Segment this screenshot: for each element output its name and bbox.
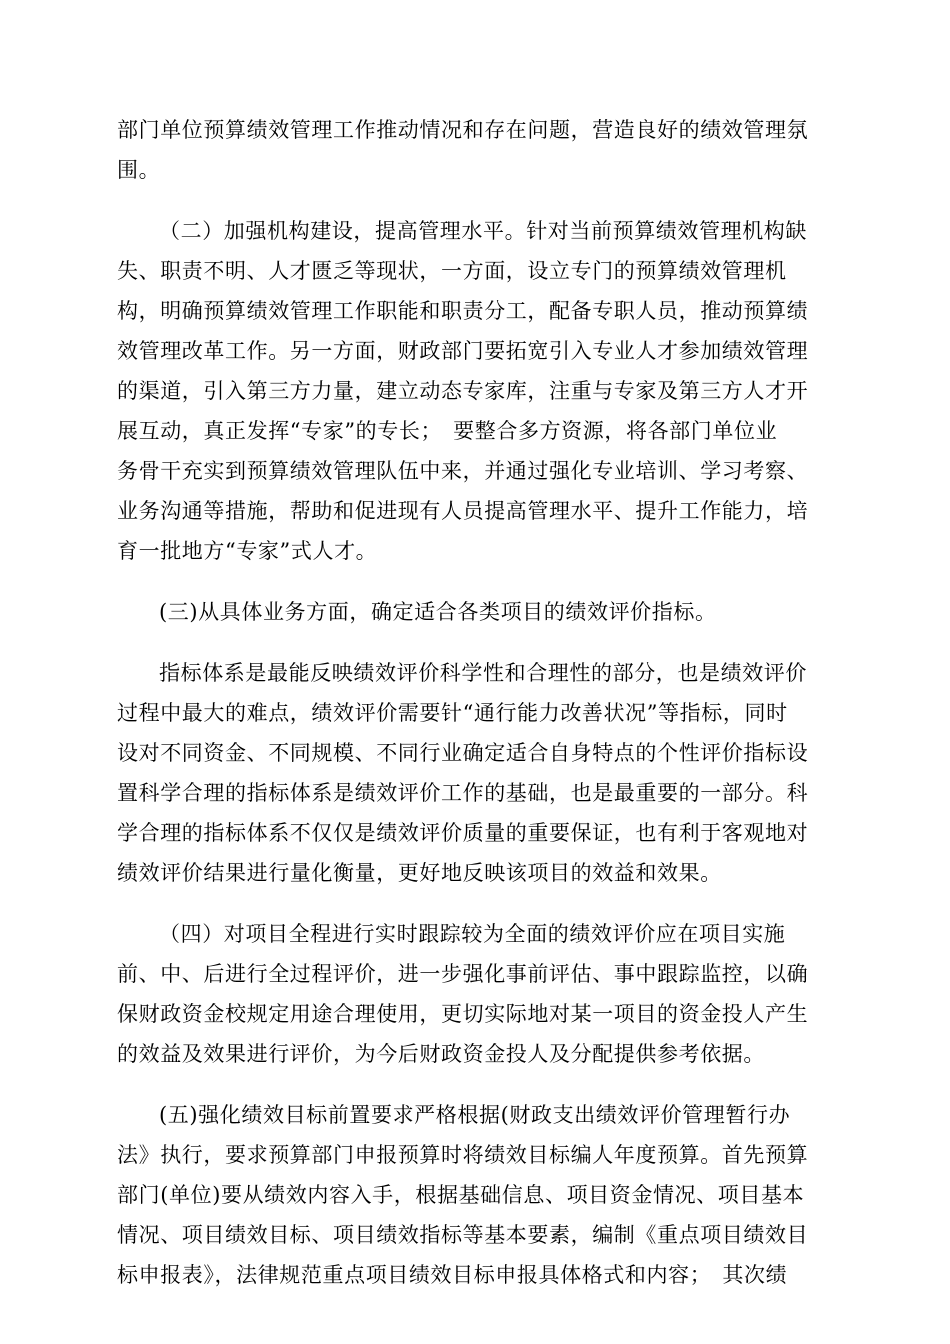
text-line: 构，明确预算绩效管理工作职能和职责分工，配备专职人员，推动预算绩 — [117, 299, 809, 323]
paragraph-5 — [117, 914, 833, 1074]
text-line: 业务沟通等措施，帮助和促进现有人员提高管理水平、提升工作能力，培 — [117, 499, 809, 523]
text-line: 的渠道，引入第三方力量，建立动态专家库，注重与专家及第三方人才开 — [117, 379, 809, 403]
text-line: 失、职责不明、人才匮乏等现状，一方面，设立专门的预算绩效管理机 — [117, 259, 787, 283]
paragraph-3 — [117, 592, 833, 632]
text-line: 保财政资金校规定用途合理使用，更切实际地对某一项目的资金投人产生 — [117, 1002, 809, 1026]
text-line: 绩效评价结果进行量化衡量，更好地反映该项目的效益和效果。 — [117, 861, 722, 885]
paragraph-1 — [117, 110, 833, 190]
text-line: 围。 — [117, 158, 161, 182]
text-line: 标申报表》，法律规范重点项目绩效目标申报具体格式和内容； 其次绩 — [117, 1263, 788, 1287]
paragraph-4 — [117, 653, 833, 893]
text-line: 效管理改革工作。另一方面，财政部门要拓宽引入专业人才参加绩效管理 — [117, 339, 809, 363]
text-line: 法》执行，要求预算部门申报预算时将绩效目标编人年度预算。首先预算 — [117, 1143, 809, 1167]
text-line: (五)强化绩效目标前置要求严格根据(财政支出绩效评价管理暂行办 — [159, 1103, 791, 1127]
text-line: 情况、项目绩效目标、项目绩效指标等基本要素，编制《重点项目绩效目 — [117, 1223, 809, 1247]
text-line: 前、中、后进行全过程评价，进一步强化事前评估、事中跟踪监控，以确 — [117, 962, 809, 986]
text-line: （四）对项目全程进行实时跟踪较为全面的绩效评价应在项目实施 — [159, 922, 786, 946]
text-line: 务骨干充实到预算绩效管理队伍中来，并通过强化专业培训、学习考察、 — [117, 459, 809, 483]
text-line: 部门单位预算绩效管理工作推动情况和存在问题，营造良好的绩效管理氛 — [117, 118, 809, 142]
text-line: 设对不同资金、不同规模、不同行业确定适合自身特点的个性评价指标设 — [117, 741, 809, 765]
paragraph-2 — [117, 211, 833, 571]
text-line: 指标体系是最能反映绩效评价科学性和合理性的部分，也是绩效评价 — [159, 661, 807, 685]
text-line: （二）加强机构建设，提高管理水平。针对当前预算绩效管理机构缺 — [159, 219, 807, 243]
text-line: 部门(单位)要从绩效内容入手，根据基础信息、项目资金情况、项目基本 — [117, 1183, 805, 1207]
text-line: 学合理的指标体系不仅仅是绩效评价质量的重要保证，也有利于客观地对 — [117, 821, 809, 845]
text-line: 的效益及效果进行评价，为今后财政资金投人及分配提供参考依据。 — [117, 1042, 765, 1066]
text-line: 育一批地方“专家”式人才。 — [117, 539, 378, 563]
document-body — [117, 110, 833, 1295]
text-line: 置科学合理的指标体系是绩效评价工作的基础，也是最重要的一部分。科 — [117, 781, 809, 805]
paragraph-6 — [117, 1095, 833, 1295]
text-line: (三)从具体业务方面，确定适合各类项目的绩效评价指标。 — [159, 600, 717, 624]
text-line: 过程中最大的难点，绩效评价需要针“通行能力改善状况”等指标，同时 — [117, 701, 788, 725]
text-line: 展互动，真正发挥“专家”的专长； 要整合多方资源，将各部门单位业 — [117, 419, 778, 443]
